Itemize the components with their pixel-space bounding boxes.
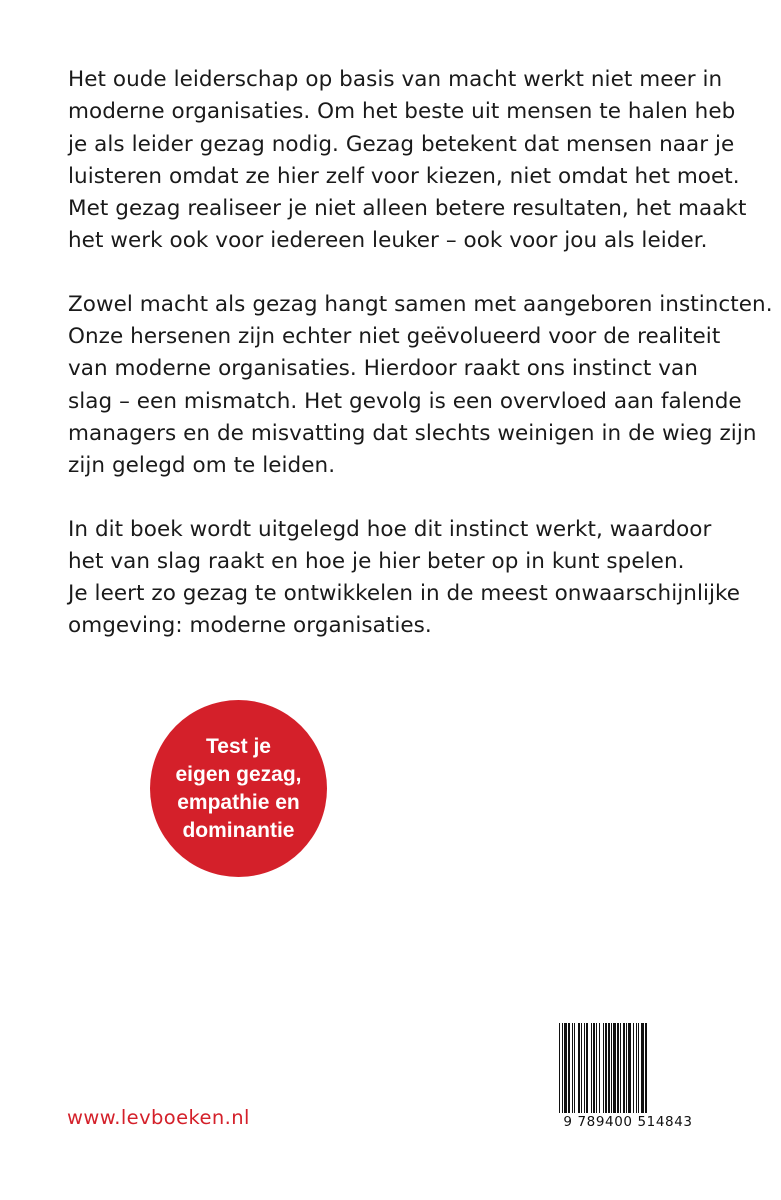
text-line: omgeving: moderne organisaties.	[68, 613, 432, 639]
text-line: managers en de misvatting dat slechts weinigen in de wieg zijn	[68, 420, 757, 446]
text-line: het werk ook voor iedereen leuker – ook voor jou als leider.	[68, 228, 708, 254]
barcode-bar	[611, 1023, 612, 1113]
barcode-bar	[628, 1023, 631, 1113]
blurb-text	[68, 64, 773, 674]
blurb-paragraph-1	[68, 64, 748, 258]
text-line: moderne organisaties. Om het beste uit mensen te halen heb	[68, 99, 736, 125]
barcode-bar	[626, 1023, 627, 1113]
barcode-bar	[645, 1023, 647, 1123]
badge-line: empathie en	[177, 790, 300, 814]
badge-line: dominantie	[182, 818, 295, 842]
barcode-bar	[613, 1023, 616, 1113]
barcode-bar	[603, 1023, 604, 1123]
barcode-bar	[591, 1023, 592, 1113]
barcode-bar	[641, 1023, 644, 1113]
barcode-bar	[559, 1023, 560, 1123]
barcode-bar	[617, 1023, 619, 1113]
text-line: zijn gelegd om te leiden.	[68, 453, 336, 479]
text-line: het van slag raakt en hoe je hier beter op in kunt spelen.	[68, 548, 685, 574]
barcode-bar	[636, 1023, 637, 1113]
text-line: luisteren omdat ze hier zelf voor kiezen, niet omdat het moet.	[68, 163, 740, 189]
barcode-bar	[623, 1023, 625, 1113]
barcode-bar	[564, 1023, 567, 1113]
text-line: slag – een mismatch. Het gevolg is een overvloed aan falende	[68, 388, 742, 414]
barcode-bar	[638, 1023, 639, 1113]
barcode-bar	[581, 1023, 582, 1113]
barcode-bar	[572, 1023, 573, 1113]
text-line: Het oude leiderschap op basis van macht werkt niet meer in	[68, 67, 723, 92]
barcode-bar	[599, 1023, 600, 1113]
isbn-barcode	[557, 1021, 699, 1133]
blurb-paragraph-2	[68, 289, 773, 483]
badge-line: Test je	[206, 734, 271, 758]
barcode-bar	[633, 1023, 634, 1113]
badge-line: eigen gezag,	[175, 762, 302, 786]
text-line: Met gezag realiseer je niet alleen betere resultaten, het maakt	[68, 196, 747, 222]
barcode-bar	[593, 1023, 595, 1113]
blurb-paragraph-3	[68, 514, 748, 643]
text-line: van moderne organisaties. Hierdoor raakt ons instinct van	[68, 356, 698, 382]
text-line: je als leider gezag nodig. Gezag betekent dat mensen naar je	[68, 131, 735, 157]
barcode-bar	[584, 1023, 585, 1113]
barcode-bar	[562, 1023, 563, 1123]
barcode-bar	[605, 1023, 607, 1123]
barcode-bar	[574, 1023, 575, 1113]
publisher-website: www.levboeken.nl	[67, 1106, 250, 1129]
text-line: Je leert zo gezag te ontwikkelen in de meest onwaarschijnlijke	[68, 581, 741, 607]
barcode-bar	[586, 1023, 588, 1113]
barcode-bar	[596, 1023, 597, 1113]
text-line: Onze hersenen zijn echter niet geëvolueerd voor de realiteit	[68, 324, 721, 350]
promo-badge	[150, 700, 327, 877]
isbn-number: 9 789400 514843	[557, 1113, 699, 1131]
text-line: Zowel macht als gezag hangt samen met aangeboren instincten.	[68, 291, 773, 317]
barcode-bar	[568, 1023, 570, 1113]
text-line: In dit boek wordt uitgelegd hoe dit instinct werkt, waardoor	[68, 516, 712, 542]
barcode-bar	[578, 1023, 580, 1113]
barcode-bar	[608, 1023, 610, 1113]
barcode-bar	[620, 1023, 621, 1113]
